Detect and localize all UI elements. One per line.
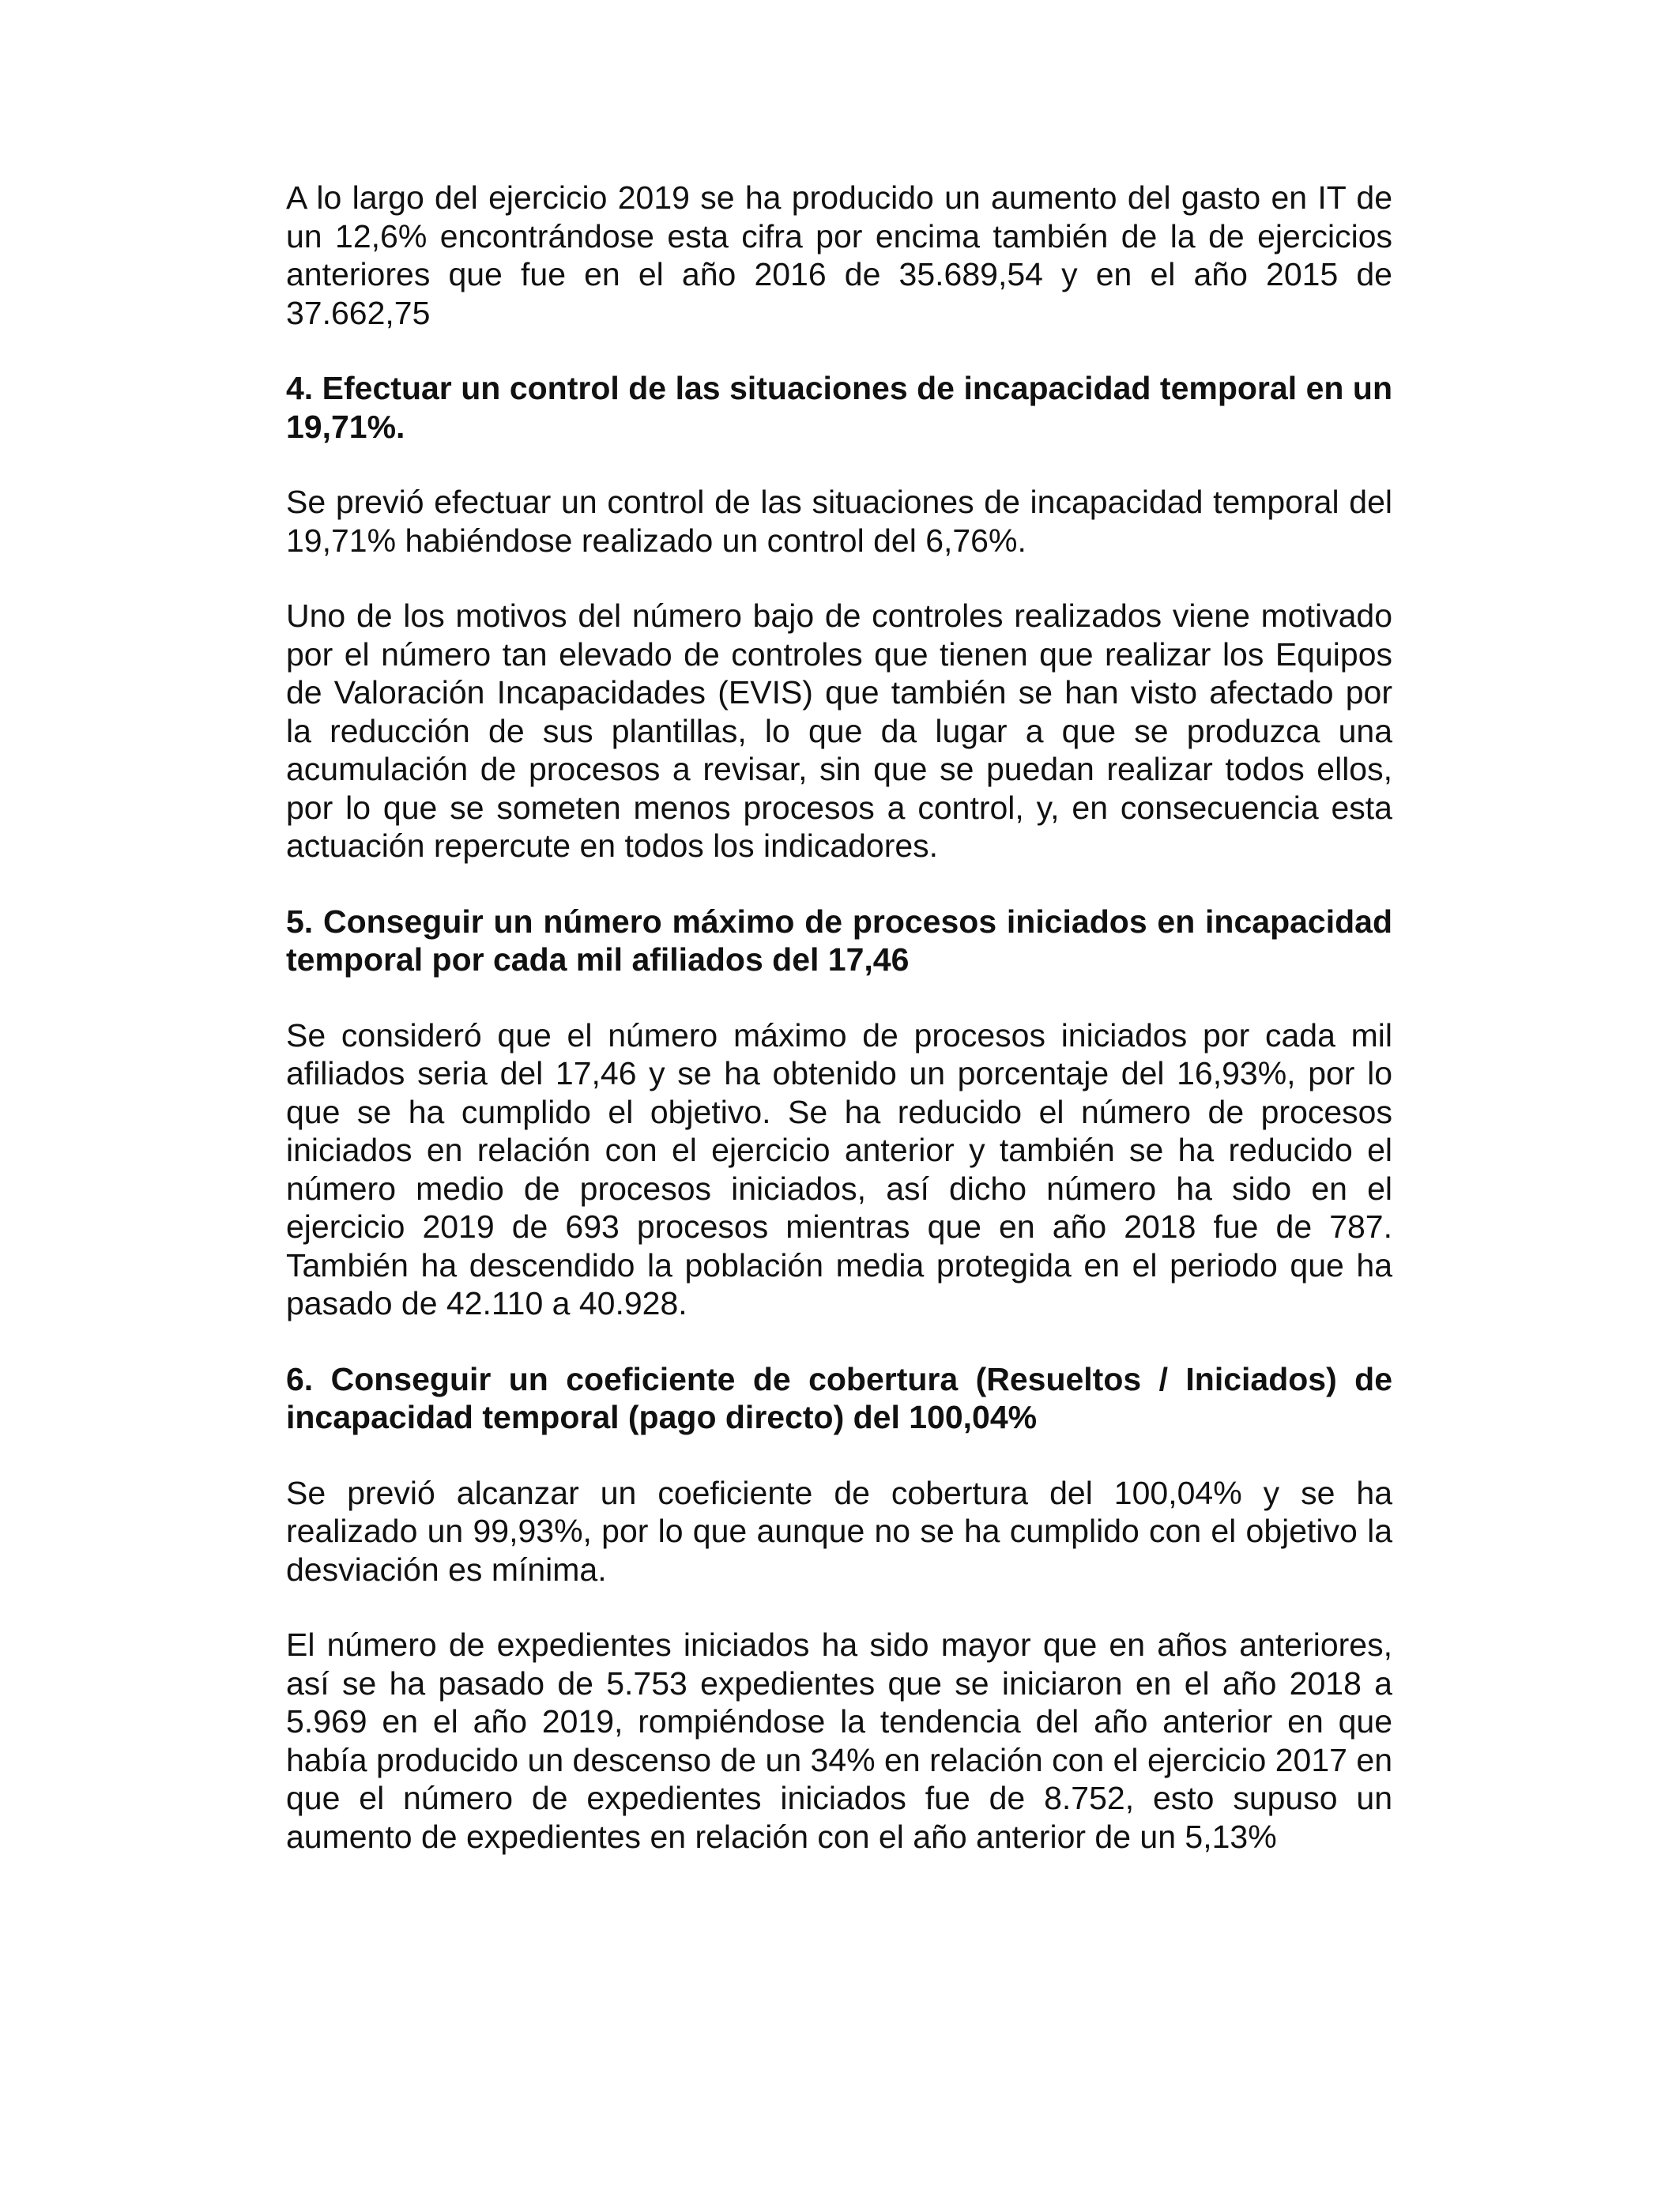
paragraph-coeficiente-cobertura: Se previó alcanzar un coeficiente de cobertura del 100,04% y se ha realizado un 99,93%, por lo que aunque no se ha cumplido con el objetivo la desviación es mínima. <box>286 1474 1392 1588</box>
paragraph-procesos-iniciados: Se consideró que el número máximo de procesos iniciados por cada mil afiliados seria del 17,46 y se ha obtenido un porcentaje del 16,93%, por lo que se ha cumplido el objetivo. Se ha reducido el número de procesos iniciados en relación con el ejercicio anterior y también se ha reducido el número medio de procesos iniciados, así dicho número ha sido en el ejercicio 2019 de 693 procesos mientras que en año 2018 fue de 787. También ha descendido la población media protegida en el periodo que ha pasado de 42.110 a 40.928. <box>286 1016 1392 1321</box>
paragraph-gasto-it: A lo largo del ejercicio 2019 se ha producido un aumento del gasto en IT de un 12,6% encontrándose esta cifra por encima también de la de ejercicios anteriores que fue en el año 2016 de 35.689,54 y en el año 2015 de 37.662,75 <box>286 179 1392 331</box>
paragraph-motivos-controles: Uno de los motivos del número bajo de controles realizados viene motivado por el número tan elevado de controles que tienen que realizar los Equipos de Valoración Incapacidades (EVIS) que también se han visto afectado por la reducción de sus plantillas, lo que da lugar a que se produzca una acumulación de procesos a revisar, sin que se puedan realizar todos ellos, por lo que se someten menos procesos a control, y, en consecuencia esta actuación repercute en todos los indicadores. <box>286 598 1392 864</box>
paragraph-control-previsto: Se previó efectuar un control de las situaciones de incapacidad temporal del 19,71% habiéndose realizado un control del 6,76%. <box>286 484 1392 559</box>
heading-objetivo-5: 5. Conseguir un número máximo de procesos iniciados en incapacidad temporal por cada mil afiliados del 17,46 <box>286 903 1392 978</box>
heading-objetivo-4: 4. Efectuar un control de las situaciones de incapacidad temporal en un 19,71%. <box>286 370 1392 445</box>
heading-objetivo-6: 6. Conseguir un coeficiente de cobertura (Resueltos / Iniciados) de incapacidad temporal (pago directo) del 100,04% <box>286 1360 1392 1435</box>
document-body <box>286 179 1392 1856</box>
paragraph-expedientes-iniciados: El número de expedientes iniciados ha sido mayor que en años anteriores, así se ha pasado de 5.753 expedientes que se iniciaron en el año 2018 a 5.969 en el año 2019, rompiéndose la tendencia del año anterior en que había producido un descenso de un 34% en relación con el ejercicio 2017 en que el número de expedientes iniciados fue de 8.752, esto supuso un aumento de expedientes en relación con el año anterior de un 5,13% <box>286 1627 1392 1855</box>
